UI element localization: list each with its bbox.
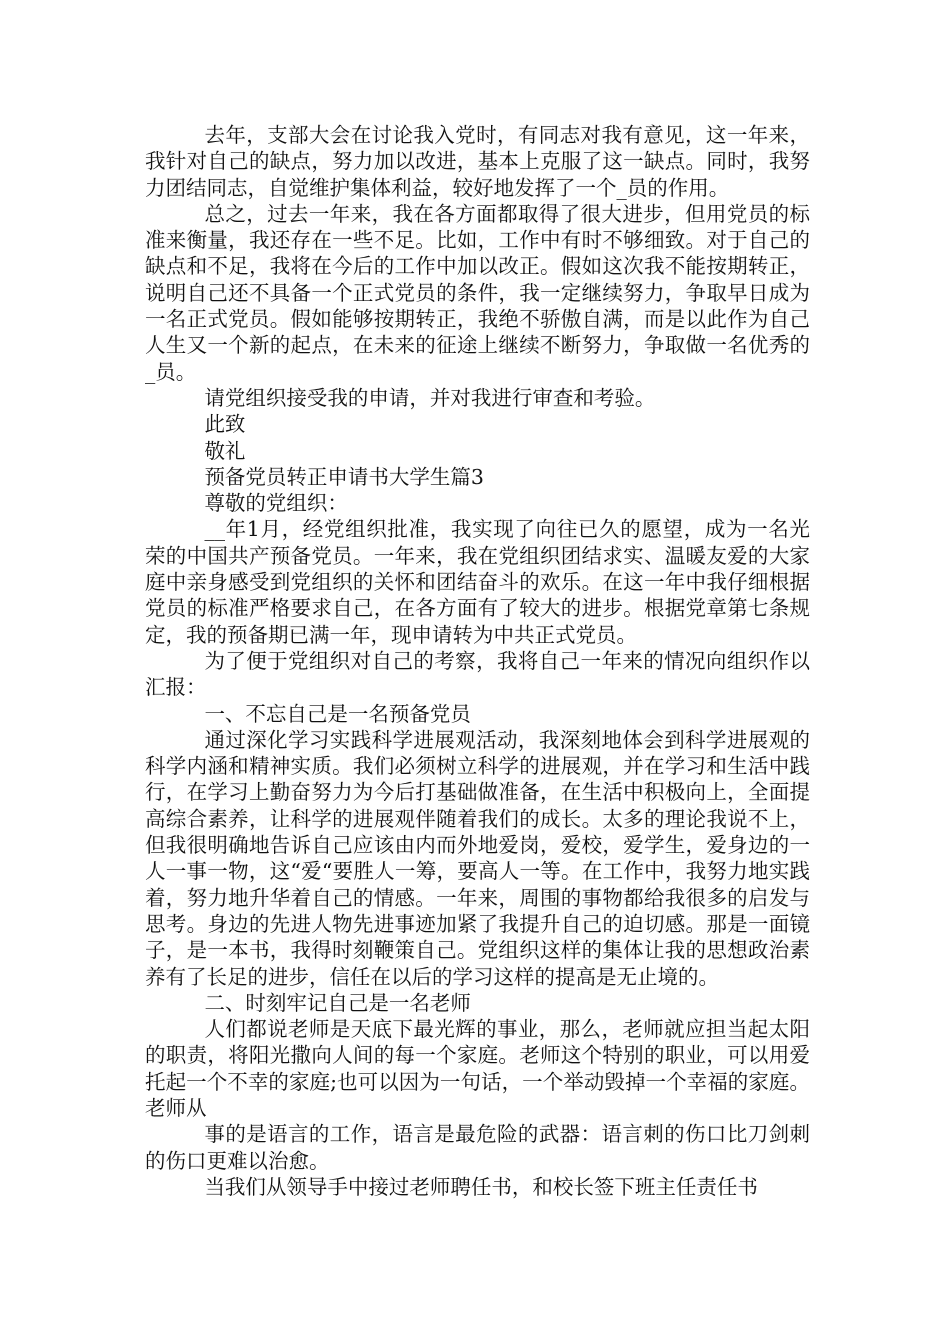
subheading: 二、时刻牢记自己是一名老师: [204, 990, 471, 1015]
paragraph: 事的是语言的工作，语言是最危险的武器：语言刺的伤口比刀剑刺的伤口更难以治愈。: [145, 1122, 810, 1173]
paragraph: 通过深化学习实践科学进展观活动，我深刻地体会到科学进展观的科学内涵和精神实质。我们必须树立科学的进展观，并在学习和生活中践行，在学习上勤奋努力为今后打基础做准备，在生活中积极向上，全面提高综合素养，让科学的进展观伴随着我们的成长。太多的理论我说不上，但我很明确地告诉自己应该由内而外地爱岗，爱校，爱学生，爱身边的一人一事一物，这“爱“要胜人一筹，要高人一等。在工作中，我努力地实践着，努力地升华着自己的情感。一年来，周围的事物都给我很多的启发与思考。身边的先进人物先进事迹加紧了我提升自己的迫切感。那是一面镜子，是一本书，我得时刻鞭策自己。党组织这样的集体让我的思想政治素养有了长足的进步，信任在以后的学习这样的提高是无止境的。: [145, 727, 810, 989]
salutation-closing: 此致: [204, 412, 246, 437]
paragraph: __年1月，经党组织批准，我实现了向往已久的愿望，成为一名光荣的中国共产预备党员。一年来，我在党组织团结求实、温暖友爱的大家庭中亲身感受到党组织的关怀和团结奋斗的欢乐。在这一年中我仔细根据党员的标准严格要求自己，在各方面有了较大的进步。根据党章第七条规定，我的预备期已满一年，现申请转为中共正式党员。: [145, 517, 810, 647]
subheading: 一、不忘自己是一名预备党员: [204, 701, 471, 726]
salutation-regards: 敬礼: [204, 438, 246, 463]
paragraph: 总之，过去一年来，我在各方面都取得了很大进步，但用党员的标准来衡量，我还存在一些不足。比如，工作中有时不够细致。对于自己的缺点和不足，我将在今后的工作中加以改正。假如这次我不能按期转正，说明自己还不具备一个正式党员的条件，我一定继续努力，争取早日成为一名正式党员。假如能够按期转正，我绝不骄傲自满，而是以此作为自己人生又一个新的起点，在未来的征途上继续不断努力，争取做一名优秀的_员。: [145, 201, 810, 384]
paragraph: 为了便于党组织对自己的考察，我将自己一年来的情况向组织作以汇报：: [145, 648, 810, 700]
section-title: 预备党员转正申请书大学生篇3: [204, 464, 484, 489]
paragraph: 当我们从领导手中接过老师聘任书，和校长签下班主任责任书: [204, 1174, 758, 1199]
paragraph: 请党组织接受我的申请，并对我进行审查和考验。: [204, 385, 656, 410]
paragraph: 去年，支部大会在讨论我入党时，有同志对我有意见，这一年来，我针对自己的缺点，努力加以改进，基本上克服了这一缺点。同时，我努力团结同志，自觉维护集体利益，较好地发挥了一个_员的作用。: [145, 123, 810, 200]
document-body: [145, 122, 810, 1200]
paragraph: 人们都说老师是天底下最光辉的事业，那么，老师就应担当起太阳的职责，将阳光撒向人间的每一个家庭。老师这个特别的职业，可以用爱托起一个不幸的家庭;也可以因为一句话，一个举动毁掉一个幸福的家庭。老师从: [145, 1017, 810, 1120]
greeting: 尊敬的党组织：: [204, 491, 348, 516]
